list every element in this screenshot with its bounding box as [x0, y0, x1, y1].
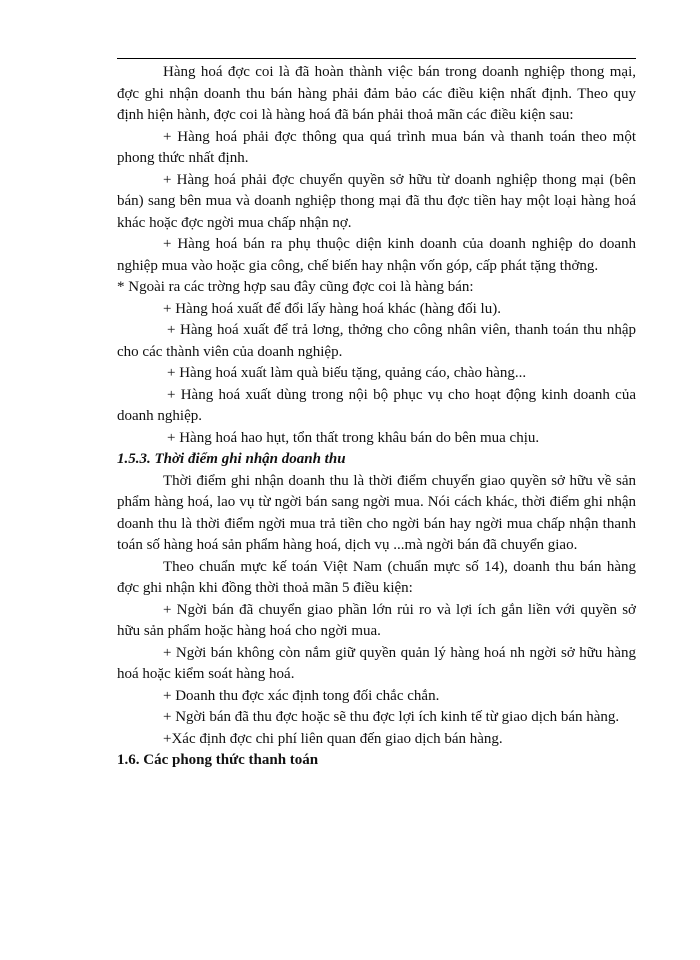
paragraph: Thời điểm ghi nhận doanh thu là thời điểm chuyển giao quyền sở hữu về sản phẩm hàng hoá, lao vụ từ ngời bán sang ngời mua. Nói cách khác, thời điểm ghi nhận doanh thu là thời điểm ngời mua trả tiền cho ngời bán hay ngời mua chấp nhận thanh toán số hàng hoá sản phẩm hàng hoá, dịch vụ ...mà ngời bán đã chuyển giao.	[117, 472, 636, 553]
paragraph: Hàng hoá đợc coi là đã hoàn thành việc bán trong doanh nghiệp thong mại, đợc ghi nhận doanh thu bán hàng phải đảm bảo các điều kiện nhất định. Theo quy định hiện hành, đợc coi là hàng hoá đã bán phải thoả mãn các điều kiện sau:	[117, 64, 636, 123]
paragraph: + Hàng hoá bán ra phụ thuộc diện kinh doanh của doanh nghiệp do doanh nghiệp mua vào hoặc gia công, chế biến hay nhận vốn góp, cấp phát tặng thởng.	[117, 236, 636, 274]
paragraph: Theo chuẩn mực kế toán Việt Nam (chuẩn mực số 14), doanh thu bán hàng đợc ghi nhận khi đồng thời thoả mãn 5 điều kiện:	[117, 558, 636, 596]
paragraph: + Hàng hoá xuất làm quà biếu tặng, quảng cáo, chào hàng...	[167, 365, 527, 381]
paragraph: + Hàng hoá xuất để trả lơng, thởng cho công nhân viên, thanh toán thu nhập cho các thành viên của doanh nghiệp.	[117, 322, 636, 360]
paragraph: + Hàng hoá xuất để đổi lấy hàng hoá khác (hàng đối lu).	[163, 300, 501, 317]
paragraph: +Xác định đợc chi phí liên quan đến giao dịch bán hàng.	[163, 730, 503, 747]
paragraph: + Doanh thu đợc xác định tong đối chắc chắn.	[163, 687, 440, 704]
paragraph: + Hàng hoá xuất dùng trong nội bộ phục vụ cho hoạt động kinh doanh của doanh nghiệp.	[117, 386, 636, 424]
paragraph: * Ngoài ra các trờng hợp sau đây cũng đợc coi là hàng bán:	[117, 279, 474, 295]
section-heading: 1.6. Các phong thức thanh toán	[117, 752, 319, 768]
paragraph: + Ngời bán đã chuyển giao phần lớn rủi ro và lợi ích gắn liền với quyền sở hữu sản phẩm hoặc hàng hoá cho ngời mua.	[117, 601, 636, 639]
top-spacing	[117, 48, 636, 62]
section-heading: 1.5.3. Thời điểm ghi nhận doanh thu	[117, 451, 346, 467]
paragraph: + Hàng hoá hao hụt, tổn thất trong khâu bán do bên mua chịu.	[167, 429, 540, 446]
paragraph: + Ngời bán đã thu đợc hoặc sẽ thu đợc lợi ích kinh tế từ giao dịch bán hàng.	[163, 709, 620, 725]
document-page	[117, 48, 636, 772]
paragraph: + Ngời bán không còn nắm giữ quyền quản lý hàng hoá nh ngời sở hữu hàng hoá hoặc kiểm soát hàng hoá.	[117, 644, 636, 682]
paragraph: + Hàng hoá phải đợc chuyển quyền sở hữu từ doanh nghiệp thong mại (bên bán) sang bên mua và doanh nghiệp thong mại đã thu đợc tiền hay một loại hàng hoá khác hoặc đợc ngời mua chấp nhận nợ.	[117, 171, 636, 231]
paragraph: + Hàng hoá phải đợc thông qua quá trình mua bán và thanh toán theo một phong thức nhất định.	[117, 128, 636, 166]
